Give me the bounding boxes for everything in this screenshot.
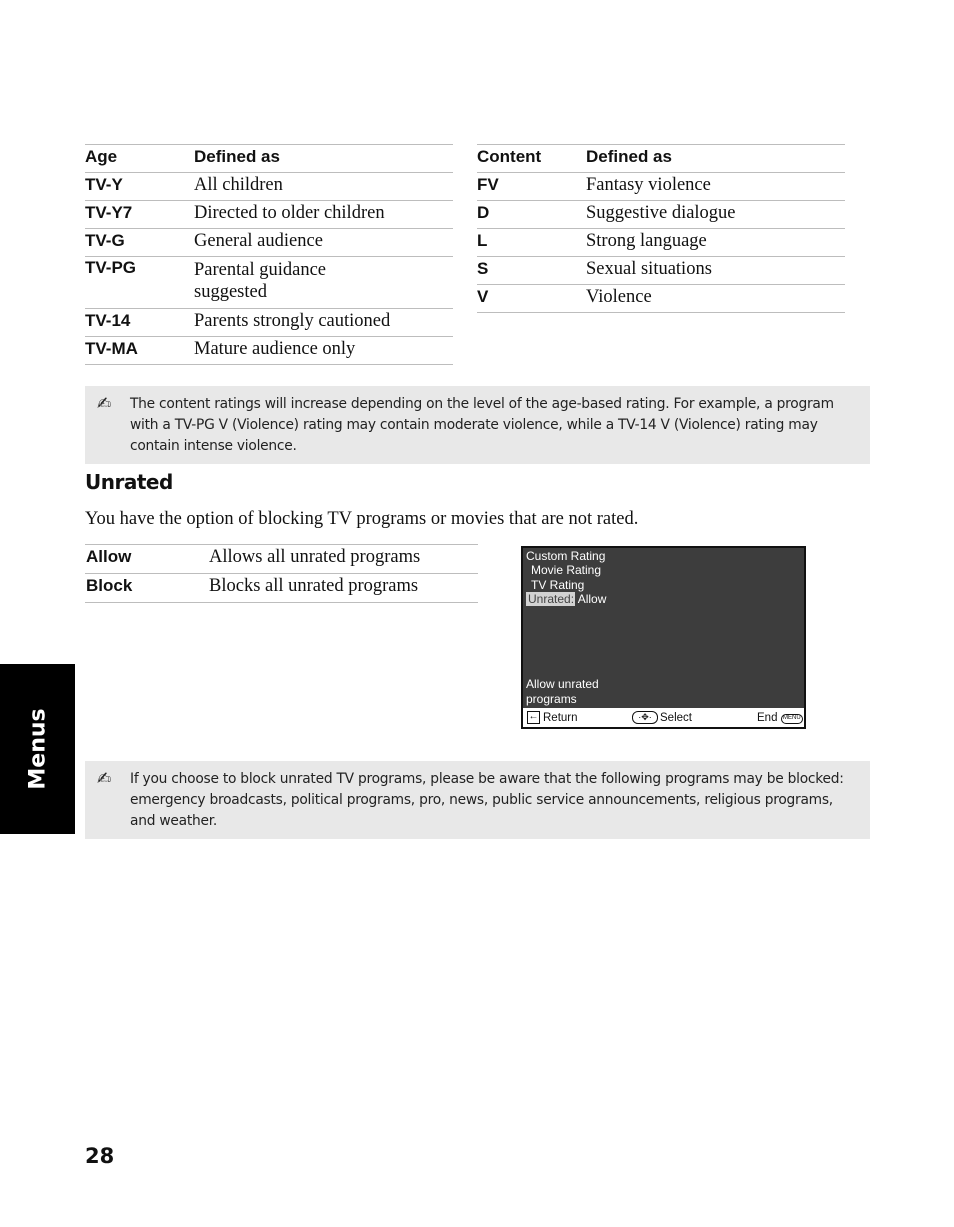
age-rating-table (85, 144, 453, 365)
defined-as-column-header: Defined as (194, 145, 453, 173)
note-box (85, 761, 870, 839)
chapter-tab-label: Menus (25, 708, 50, 790)
table-header-row (477, 145, 845, 173)
rating-definition: All children (194, 173, 453, 201)
content-code: L (477, 229, 586, 257)
rating-code: TV-PG (85, 257, 194, 309)
table-row (85, 574, 478, 603)
note-text: If you choose to block unrated TV programs, please be aware that the following programs may be blocked: emergency broadcasts, political programs, pro, news, public service announcements, religious programs, and weather. (130, 771, 844, 829)
content-column-header: Content (477, 145, 586, 173)
joystick-icon: ·✥· (632, 711, 658, 724)
section-heading: Unrated (85, 470, 173, 494)
table-row (85, 257, 453, 309)
unrated-option-table (85, 544, 478, 603)
option-definition: Blocks all unrated programs (209, 574, 478, 603)
table-row (85, 309, 453, 337)
end-label: End (757, 712, 778, 724)
content-definition: Suggestive dialogue (586, 201, 845, 229)
menu-item-unrated[interactable] (526, 592, 606, 606)
rating-code: TV-Y7 (85, 201, 194, 229)
screen-footer (523, 708, 804, 727)
rating-code: TV-MA (85, 337, 194, 365)
note-pencil-icon: ✍ (97, 769, 111, 789)
menu-button-icon (781, 714, 803, 724)
rating-definition: General audience (194, 229, 453, 257)
return-arrow-icon: ← (528, 711, 539, 722)
unrated-label: Unrated: (528, 592, 575, 606)
unrated-value: Allow (577, 592, 607, 606)
rating-definition: Directed to older children (194, 201, 453, 229)
table-row (85, 229, 453, 257)
menu-button-label: MENU (783, 715, 801, 721)
rating-definition: Parents strongly cautioned (194, 309, 453, 337)
table-row (477, 257, 845, 285)
content-code: V (477, 285, 586, 313)
content-rating-table (477, 144, 845, 313)
table-row (477, 285, 845, 313)
table-row (477, 201, 845, 229)
table-row (477, 229, 845, 257)
option-name: Block (85, 574, 209, 603)
content-definition: Fantasy violence (586, 173, 845, 201)
help-text-line2: programs (526, 692, 577, 706)
table-row (85, 545, 478, 574)
defined-as-column-header: Defined as (586, 145, 845, 173)
menu-item-movie-rating[interactable]: Movie Rating (531, 563, 602, 577)
return-label: Return (543, 712, 578, 724)
note-box (85, 386, 870, 464)
table-row (85, 173, 453, 201)
rating-definition: Mature audience only (194, 337, 453, 365)
section-intro: You have the option of blocking TV programs or movies that are not rated. (85, 509, 639, 529)
rating-code: TV-Y (85, 173, 194, 201)
content-definition: Violence (586, 285, 845, 313)
table-row (477, 173, 845, 201)
option-name: Allow (85, 545, 209, 574)
screen-title: Custom Rating (526, 549, 606, 563)
chapter-side-tab (0, 664, 75, 834)
content-definition: Sexual situations (586, 257, 845, 285)
table-row (85, 337, 453, 365)
rating-code: TV-14 (85, 309, 194, 337)
rating-code: TV-G (85, 229, 194, 257)
content-definition: Strong language (586, 229, 845, 257)
option-definition: Allows all unrated programs (209, 545, 478, 574)
table-row (85, 201, 453, 229)
tv-menu-screen (521, 546, 806, 729)
content-code: D (477, 201, 586, 229)
note-text: The content ratings will increase depending on the level of the age-based rating. For example, a program with a TV-PG V (Violence) rating may contain moderate violence, while a TV-14 V (Violence) rating may contain intense violence. (130, 396, 834, 454)
help-text-line1: Allow unrated (526, 677, 599, 691)
content-code: FV (477, 173, 586, 201)
content-code: S (477, 257, 586, 285)
note-pencil-icon: ✍ (97, 394, 111, 414)
select-label: Select (660, 712, 692, 724)
menu-item-tv-rating[interactable]: TV Rating (531, 578, 585, 592)
rating-definition: Parental guidance suggested (194, 257, 453, 309)
table-header-row (85, 145, 453, 173)
page-number: 28 (85, 1144, 115, 1168)
age-column-header: Age (85, 145, 194, 173)
